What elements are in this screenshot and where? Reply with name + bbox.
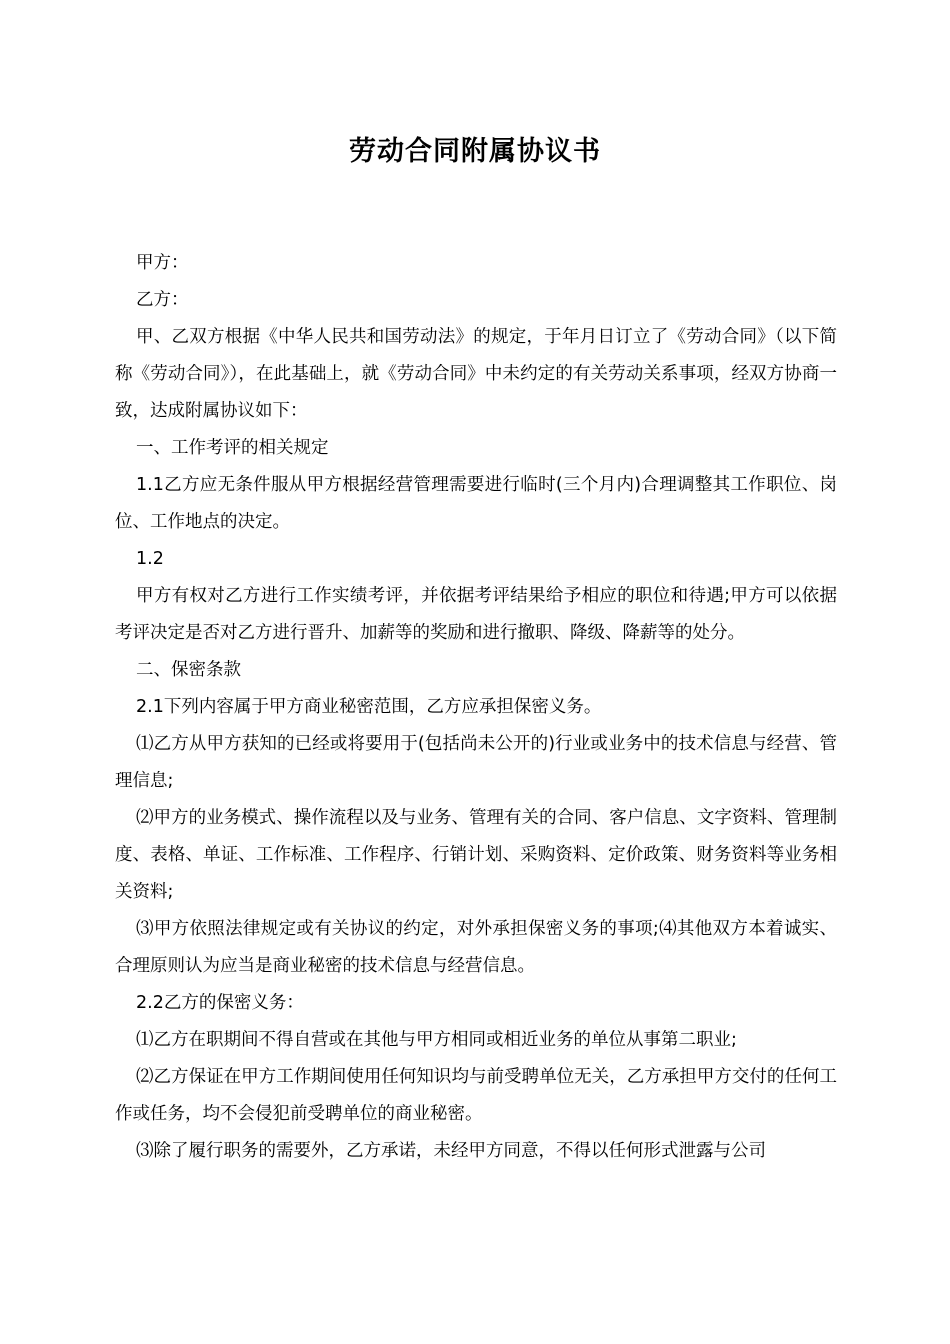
clause-2-1-item-2: ⑵甲方的业务模式、操作流程以及与业务、管理有关的合同、客户信息、文字资料、管理制度、表格、单证、工作标准、工作程序、行销计划、采购资料、定价政策、财务资料等业务相关资料;: [115, 808, 837, 902]
preamble-paragraph: 甲、乙双方根据《中华人民共和国劳动法》的规定，于年月日订立了《劳动合同》（以下简称《劳动合同》），在此基础上，就《劳动合同》中未约定的有关劳动关系事项，经双方协商一致，达成附属协议如下：: [115, 327, 837, 421]
clause-2-1-item-1: ⑴乙方从甲方获知的已经或将要用于(包括尚未公开的)行业或业务中的技术信息与经营、管理信息;: [115, 734, 837, 791]
clause-1-2-number: 1.2: [136, 549, 164, 569]
clause-2-1-item-3-4: ⑶甲方依照法律规定或有关协议的约定，对外承担保密义务的事项;⑷其他双方本着诚实、合理原则认为应当是商业秘密的技术信息与经营信息。: [115, 919, 837, 976]
party-b-line: 乙方：: [136, 290, 189, 310]
clause-2-2: 2.2乙方的保密义务：: [136, 993, 304, 1013]
clause-1-2-text: 甲方有权对乙方进行工作实绩考评，并依据考评结果给予相应的职位和待遇;甲方可以依据考评决定是否对乙方进行晋升、加薪等的奖励和进行撤职、降级、降薪等的处分。: [115, 586, 837, 643]
clause-2-1: 2.1下列内容属于甲方商业秘密范围，乙方应承担保密义务。: [136, 697, 602, 717]
clause-2-2-item-3: ⑶除了履行职务的需要外，乙方承诺，未经甲方同意，不得以任何形式泄露与公司: [136, 1141, 766, 1161]
clause-2-2-item-2: ⑵乙方保证在甲方工作期间使用任何知识均与前受聘单位无关，乙方承担甲方交付的任何工作或任务，均不会侵犯前受聘单位的商业秘密。: [115, 1067, 837, 1124]
clause-2-2-item-1: ⑴乙方在职期间不得自营或在其他与甲方相同或相近业务的单位从事第二职业;: [136, 1030, 737, 1050]
document-title: 劳动合同附属协议书: [349, 136, 601, 167]
section-heading-1: 一、工作考评的相关规定: [136, 438, 329, 458]
party-a-line: 甲方：: [136, 253, 189, 273]
document-body: [115, 245, 837, 1170]
clause-1-1: 1.1乙方应无条件服从甲方根据经营管理需要进行临时(三个月内)合理调整其工作职位、岗位、工作地点的决定。: [115, 475, 837, 532]
section-heading-2: 二、保密条款: [136, 660, 241, 680]
